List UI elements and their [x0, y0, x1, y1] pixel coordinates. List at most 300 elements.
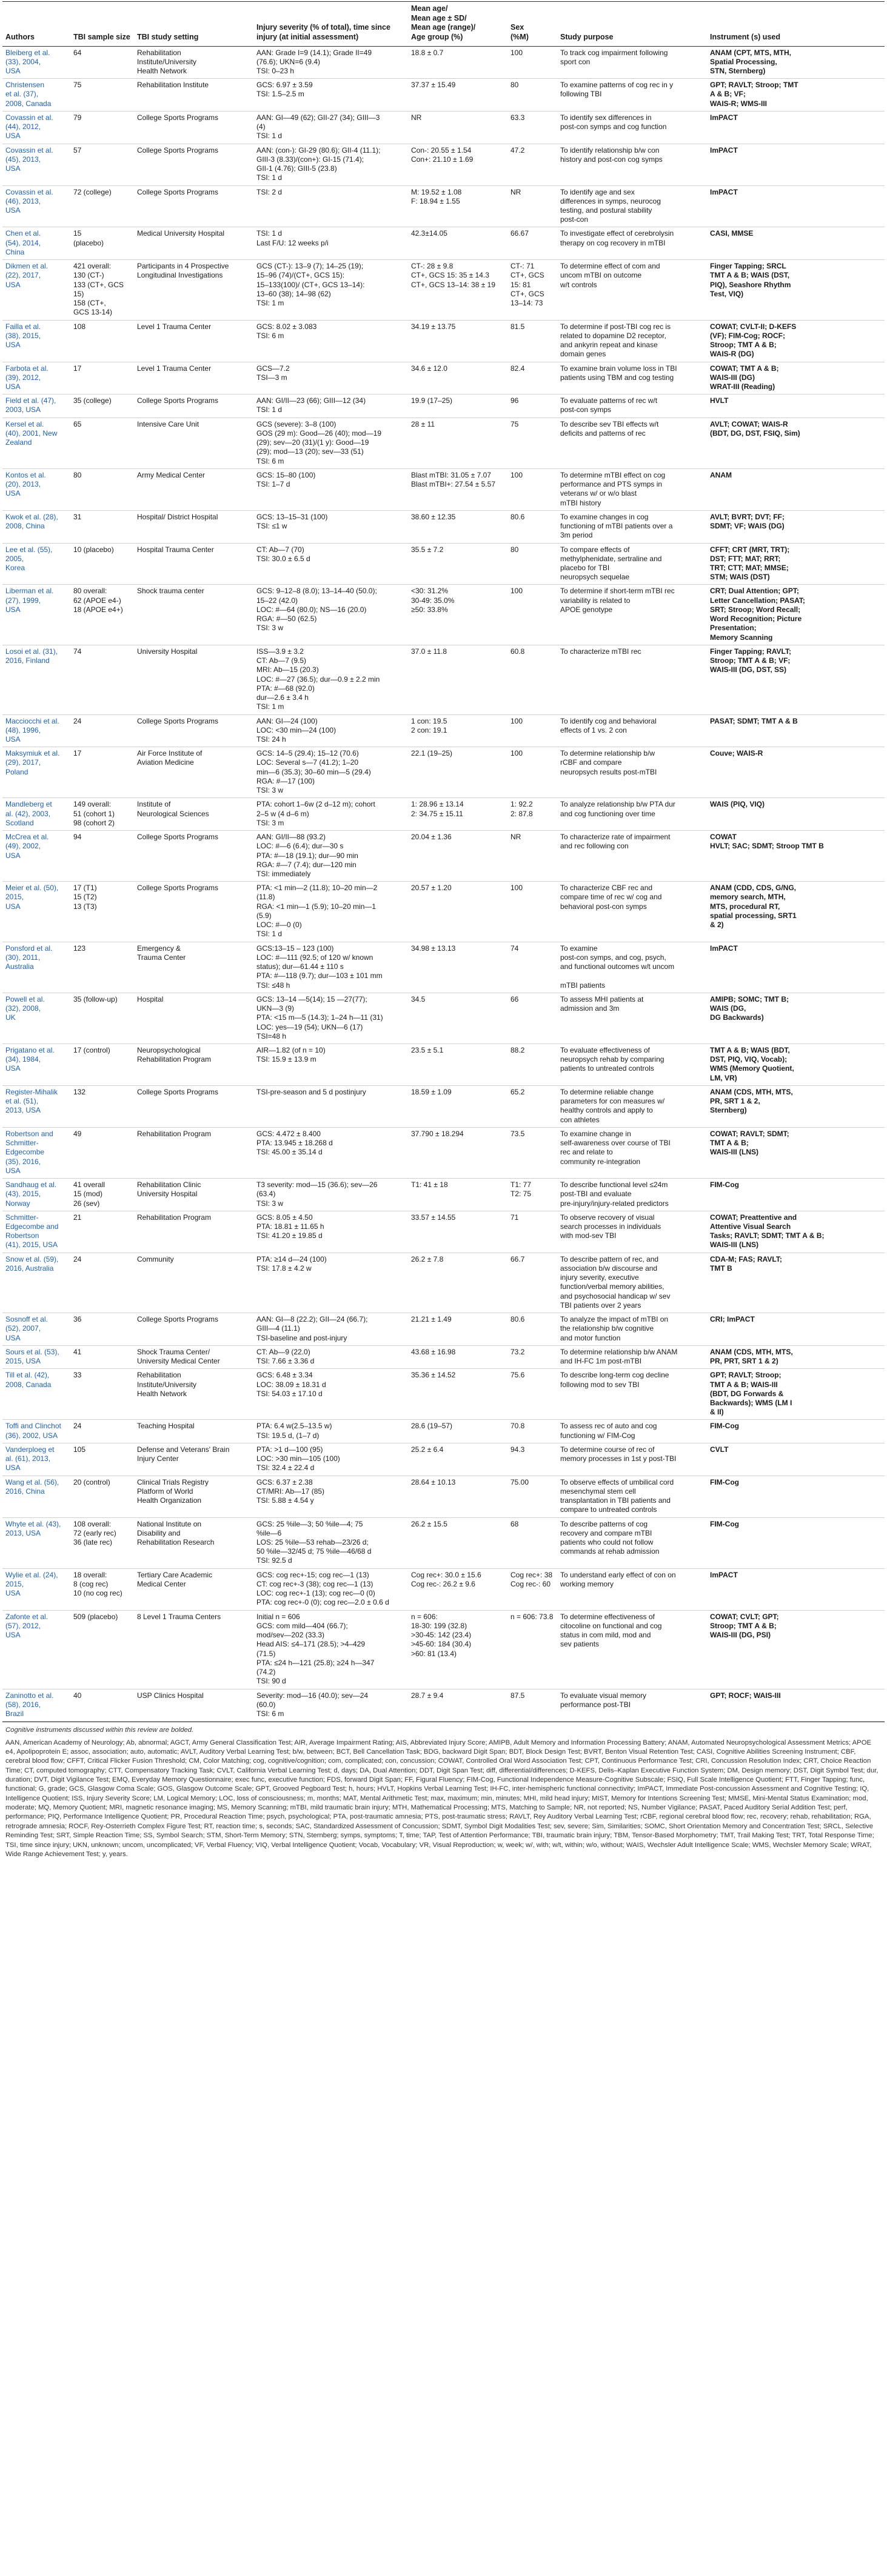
age-cell: 37.37 ± 15.49 [408, 79, 507, 111]
sex-cell: 81.5 [507, 320, 557, 362]
instruments-cell: ANAM (CPT, MTS, MTH, Spatial Processing, STN, Sternberg) [707, 46, 885, 79]
sample-size-cell: 24 [70, 714, 134, 747]
instruments-cell: ANAM (CDS, MTH, MTS, PR, SRT 1 & 2, Sternberg) [707, 1085, 885, 1127]
setting-cell: Army Medical Center [134, 468, 253, 510]
sample-size-cell: 20 (control) [70, 1476, 134, 1517]
sex-cell: 66.67 [507, 227, 557, 260]
author-cell: Dikmen et al. (22), 2017, USA [2, 260, 70, 320]
instruments-cell: COWAT; CVLT-II; D-KEFS (VF); FIM-Cog; ROCF; Stroop; TMT A & B; WAIS-R (DG) [707, 320, 885, 362]
table-row [2, 1689, 885, 1722]
setting-cell: College Sports Programs [134, 144, 253, 185]
sample-size-cell: 17 (T1) 15 (T2) 13 (T3) [70, 882, 134, 942]
instruments-cell: FIM-Cog [707, 1476, 885, 1517]
purpose-cell: To describe patterns of cog recovery and compare mTBI patients who could not follow commands at rehab admission [557, 1517, 707, 1568]
setting-cell: Air Force Institute of Aviation Medicine [134, 747, 253, 798]
sample-size-cell: 24 [70, 1420, 134, 1443]
instruments-cell: GPT; ROCF; WAIS-III [707, 1689, 885, 1722]
severity-cell: GCS (CT-): 13–9 (7); 14–25 (19); 15–96 (74)/(CT+, GCS 15): 15–133(100)/ (CT+, GCS 13–14): 13–60 (38); 14–98 (62) TSI: 1 m [253, 260, 408, 320]
sample-size-cell: 57 [70, 144, 134, 185]
table-row [2, 543, 885, 585]
purpose-cell: To assess MHI patients at admission and 3m [557, 993, 707, 1043]
sex-cell: 75.6 [507, 1369, 557, 1420]
sample-size-cell: 35 (college) [70, 394, 134, 418]
setting-cell: College Sports Programs [134, 714, 253, 747]
age-cell: 21.21 ± 1.49 [408, 1313, 507, 1346]
sex-cell: 100 [507, 468, 557, 510]
sex-cell: 80 [507, 543, 557, 585]
setting-cell: College Sports Programs [134, 394, 253, 418]
severity-cell: PTA: ≥14 d—24 (100) TSI: 17.8 ± 4.2 w [253, 1253, 408, 1313]
age-cell: 19.9 (17–25) [408, 394, 507, 418]
age-cell: Con-: 20.55 ± 1.54 Con+: 21.10 ± 1.69 [408, 144, 507, 185]
setting-cell: Shock Trauma Center/ University Medical Center [134, 1345, 253, 1368]
author-cell: Macciocchi et al. (48), 1996, USA [2, 714, 70, 747]
sample-size-cell: 24 [70, 1253, 134, 1313]
age-cell: 34.19 ± 13.75 [408, 320, 507, 362]
age-cell: T1: 41 ± 18 [408, 1179, 507, 1211]
severity-cell: AIR—1.82 (of n = 10) TSI: 15.9 ± 13.9 m [253, 1044, 408, 1086]
setting-cell: Medical University Hospital [134, 227, 253, 260]
age-cell: 35.36 ± 14.52 [408, 1369, 507, 1420]
setting-cell: Clinical Trials Registry Platform of World Health Organization [134, 1476, 253, 1517]
purpose-cell: To identify cog and behavioral effects of 1 vs. 2 con [557, 714, 707, 747]
age-cell: 20.04 ± 1.36 [408, 831, 507, 882]
purpose-cell: To describe long-term cog decline following mod to sev TBI [557, 1369, 707, 1420]
age-cell: 34.6 ± 12.0 [408, 362, 507, 394]
purpose-cell: To characterize mTBI rec [557, 645, 707, 714]
table-row [2, 1476, 885, 1517]
age-cell: 33.57 ± 14.55 [408, 1211, 507, 1253]
author-cell: Covassin et al. (44), 2012, USA [2, 111, 70, 144]
author-cell: Sandhaug et al. (43), 2015, Norway [2, 1179, 70, 1211]
author-cell: Zafonte et al. (57), 2012, USA [2, 1610, 70, 1689]
sample-size-cell: 15 (placebo) [70, 227, 134, 260]
sample-size-cell: 41 overall 15 (mod) 26 (sev) [70, 1179, 134, 1211]
purpose-cell: To determine if short-term mTBI rec variability is related to APOE genotype [557, 585, 707, 645]
instruments-cell: FIM-Cog [707, 1420, 885, 1443]
sex-cell: NR [507, 185, 557, 227]
sex-cell: 75 [507, 418, 557, 468]
setting-cell: Level 1 Trauma Center [134, 362, 253, 394]
severity-cell: CT: Ab—7 (70) TSI: 30.0 ± 6.5 d [253, 543, 408, 585]
instruments-cell: COWAT HVLT; SAC; SDMT; Stroop TMT B [707, 831, 885, 882]
sample-size-cell: 79 [70, 111, 134, 144]
age-cell: 1: 28.96 ± 13.14 2: 34.75 ± 15.11 [408, 798, 507, 831]
sample-size-cell: 35 (follow-up) [70, 993, 134, 1043]
purpose-cell: To determine course of rec of memory processes in 1st y post-TBI [557, 1443, 707, 1476]
setting-cell: College Sports Programs [134, 831, 253, 882]
sex-cell: CT-: 71 CT+, GCS 15: 81 CT+, GCS 13–14: 73 [507, 260, 557, 320]
author-cell: Ponsford et al. (30), 2011, Australia [2, 942, 70, 993]
setting-cell: Rehabilitation Program [134, 1127, 253, 1178]
footnote-bold-note: Cognitive instruments discussed within this review are bolded. [5, 1726, 194, 1734]
purpose-cell: To examine changes in cog functioning of mTBI patients over a 3m period [557, 510, 707, 543]
severity-cell: GCS: 6.37 ± 2.38 CT/MRI: Ab—17 (85) TSI: 5.88 ± 4.54 y [253, 1476, 408, 1517]
author-cell: Vanderploeg et al. (61), 2013, USA [2, 1443, 70, 1476]
age-cell: n = 606: 18-30: 199 (32.8) >30-45: 142 (23.4) >45-60: 184 (30.4) >60: 81 (13.4) [408, 1610, 507, 1689]
sample-size-cell: 33 [70, 1369, 134, 1420]
table-row [2, 1085, 885, 1127]
sample-size-cell: 17 [70, 747, 134, 798]
table-row [2, 1313, 885, 1346]
header-setting: TBI study setting [134, 2, 253, 47]
severity-cell: GCS: 4.472 ± 8.400 PTA: 13.945 ± 18.268 d TSI: 45.00 ± 35.14 d [253, 1127, 408, 1178]
severity-cell: GCS: 6.48 ± 3.34 LOC: 38.09 ± 18.31 d TSI: 54.03 ± 17.10 d [253, 1369, 408, 1420]
purpose-cell: To analyze the impact of mTBI on the relationship b/w cognitive and motor function [557, 1313, 707, 1346]
table-row [2, 510, 885, 543]
sample-size-cell: 65 [70, 418, 134, 468]
sex-cell: 100 [507, 882, 557, 942]
purpose-cell: To examine patterns of cog rec in y following TBI [557, 79, 707, 111]
severity-cell: AAN: Grade I=9 (14.1); Grade II=49 (76.6); UKN=6 (9.4) TSI: 0–23 h [253, 46, 408, 79]
author-cell: Lee et al. (55), 2005, Korea [2, 543, 70, 585]
sample-size-cell: 31 [70, 510, 134, 543]
severity-cell: Initial n = 606 GCS: com mild—404 (66.7); mod/sev—202 (33.3) Head AIS: ≤4–171 (28.5); >4–429 (71.5) PTA: ≤24 h—121 (25.8); ≥24 h—347 (74.2) TSI: 90 d [253, 1610, 408, 1689]
age-cell: 34.98 ± 13.13 [408, 942, 507, 993]
sex-cell: 75.00 [507, 1476, 557, 1517]
table-row [2, 882, 885, 942]
header-severity: Injury severity (% of total), time since injury (at initial assessment) [253, 2, 408, 47]
sample-size-cell: 105 [70, 1443, 134, 1476]
severity-cell: TSI-pre-season and 5 d postinjury [253, 1085, 408, 1127]
purpose-cell: To describe sev TBI effects w/t deficits and patterns of rec [557, 418, 707, 468]
setting-cell: Teaching Hospital [134, 1420, 253, 1443]
author-cell: Snow et al. (59), 2016, Australia [2, 1253, 70, 1313]
severity-cell: GCS: 6.97 ± 3.59 TSI: 1.5–2.5 m [253, 79, 408, 111]
table-row [2, 1610, 885, 1689]
setting-cell: Rehabilitation Program [134, 1211, 253, 1253]
sex-cell: 80.6 [507, 1313, 557, 1346]
instruments-cell: COWAT; Preattentive and Attentive Visual Search Tasks; RAVLT; SDMT; TMT A & B; WAIS-III (LNS) [707, 1211, 885, 1253]
table-row [2, 227, 885, 260]
instruments-cell: ImPACT [707, 111, 885, 144]
purpose-cell: To determine relationship b/w rCBF and compare neuropsych results post-mTBI [557, 747, 707, 798]
sample-size-cell: 75 [70, 79, 134, 111]
instruments-cell: Couve; WAIS-R [707, 747, 885, 798]
author-cell: Toffi and Clinchot (36), 2002, USA [2, 1420, 70, 1443]
instruments-cell: ANAM (CDS, MTH, MTS, PR, PRT, SRT 1 & 2) [707, 1345, 885, 1368]
severity-cell: GCS: 14–5 (29.4); 15–12 (70.6) LOC: Several s—7 (41.2); 1–20 min—6 (35.3); 30–60 min—5 (29.4) RGA: #—17 (100) TSI: 3 w [253, 747, 408, 798]
purpose-cell: To determine relationship b/w ANAM and IH-FC 1m post-mTBI [557, 1345, 707, 1368]
severity-cell: GCS:13–15 – 123 (100) LOC: #—111 (92.5; of 120 w/ known status); dur—61.44 ± 110 s PTA: #—118 (9.7); dur—103 ± 101 mm TSI: ≤48 h [253, 942, 408, 993]
sample-size-cell: 132 [70, 1085, 134, 1127]
author-cell: Covassin et al. (45), 2013, USA [2, 144, 70, 185]
purpose-cell: To describe pattern of rec, and association b/w discourse and injury severity, executive function/verbal memory abilities, and psychosocial handicap w/ sev TBI patients over 2 years [557, 1253, 707, 1313]
sex-cell: 100 [507, 46, 557, 79]
age-cell: 18.8 ± 0.7 [408, 46, 507, 79]
severity-cell: AAN: GI—49 (62); GII-27 (34); GIII—3 (4) TSI: 1 d [253, 111, 408, 144]
header-instruments: Instrument (s) used [707, 2, 885, 47]
age-cell: CT-: 28 ± 9.8 CT+, GCS 15: 35 ± 14.3 CT+, GCS 13–14: 38 ± 19 [408, 260, 507, 320]
author-cell: Wylie et al. (24), 2015, USA [2, 1568, 70, 1610]
age-cell: 42.3±14.05 [408, 227, 507, 260]
author-cell: Bleiberg et al. (33), 2004, USA [2, 46, 70, 79]
table-body [2, 46, 885, 1722]
author-cell: Prigatano et al. (34), 1984, USA [2, 1044, 70, 1086]
author-cell: Kwok et al. (28), 2008, China [2, 510, 70, 543]
setting-cell: College Sports Programs [134, 185, 253, 227]
sex-cell: 60.8 [507, 645, 557, 714]
setting-cell: Shock trauma center [134, 585, 253, 645]
author-cell: Register-Mihalik et al. (51), 2013, USA [2, 1085, 70, 1127]
author-cell: Christensen et al. (37), 2008, Canada [2, 79, 70, 111]
setting-cell: Hospital [134, 993, 253, 1043]
instruments-cell: PASAT; SDMT; TMT A & B [707, 714, 885, 747]
author-cell: Failla et al. (38), 2015, USA [2, 320, 70, 362]
age-cell: 38.60 ± 12.35 [408, 510, 507, 543]
instruments-cell: FIM-Cog [707, 1517, 885, 1568]
author-cell: McCrea et al. (49), 2002, USA [2, 831, 70, 882]
sample-size-cell: 108 [70, 320, 134, 362]
purpose-cell: To observe effects of umbilical cord mesenchymal stem cell transplantation in TBI patients and compare to untreated controls [557, 1476, 707, 1517]
severity-cell: GCS: 25 %ile—3; 50 %ile—4; 75 %ile—6 LOS: 25 %ile—53 rehab—23/26 d; 50 %ile—32/45 d; 75 %ile—46/68 d TSI: 92.5 d [253, 1517, 408, 1568]
sample-size-cell: 149 overall: 51 (cohort 1) 98 (cohort 2) [70, 798, 134, 831]
table-row [2, 468, 885, 510]
studies-table [2, 1, 885, 1722]
age-cell: 25.2 ± 6.4 [408, 1443, 507, 1476]
sex-cell: 100 [507, 714, 557, 747]
severity-cell: AAN: (con-): GI-29 (80.6); GII-4 (11.1); GIII-3 (8.33)/(con+): GI-15 (71.4); GII-1 (4.76); GIII-5 (23.8) TSI: 1 d [253, 144, 408, 185]
instruments-cell: HVLT [707, 394, 885, 418]
instruments-cell: ANAM [707, 468, 885, 510]
sex-cell: 1: 92.2 2: 87.8 [507, 798, 557, 831]
purpose-cell: To identify relationship b/w con history and post-con cog symps [557, 144, 707, 185]
setting-cell: Rehabilitation Institute/University Health Network [134, 1369, 253, 1420]
instruments-cell: FIM-Cog [707, 1179, 885, 1211]
severity-cell: PTA: 6.4 w(2.5–13.5 w) TSI: 19.5 d, (1–7 d) [253, 1420, 408, 1443]
purpose-cell: To understand early effect of con on working memory [557, 1568, 707, 1610]
table-row [2, 362, 885, 394]
instruments-cell: CDA-M; FAS; RAVLT; TMT B [707, 1253, 885, 1313]
sample-size-cell: 80 [70, 468, 134, 510]
age-cell: 1 con: 19.5 2 con: 19.1 [408, 714, 507, 747]
setting-cell: Hospital Trauma Center [134, 543, 253, 585]
severity-cell: T3 severity: mod—15 (36.6); sev—26 (63.4) TSI: 3 w [253, 1179, 408, 1211]
severity-cell: PTA: cohort 1–6w (2 d–12 m); cohort 2–5 w (4 d–6 m) TSI: 3 m [253, 798, 408, 831]
sample-size-cell: 72 (college) [70, 185, 134, 227]
instruments-cell: ImPACT [707, 185, 885, 227]
sex-cell: Cog rec+: 38 Cog rec-: 60 [507, 1568, 557, 1610]
author-cell: Sours et al. (53), 2015, USA [2, 1345, 70, 1368]
purpose-cell: To characterize rate of impairment and rec following con [557, 831, 707, 882]
severity-cell: AAN: GI/II—88 (93.2) LOC: #—6 (6.4); dur—30 s PTA: #—18 (19.1); dur—90 min RGA: #—7 (7.4); dur—120 min TSI: immediately [253, 831, 408, 882]
author-cell: Covassin et al. (46), 2013, USA [2, 185, 70, 227]
setting-cell: Rehabilitation Institute/University Health Network [134, 46, 253, 79]
sample-size-cell: 41 [70, 1345, 134, 1368]
author-cell: Liberman et al. (27), 1999, USA [2, 585, 70, 645]
table-row [2, 394, 885, 418]
sample-size-cell: 108 overall: 72 (early rec) 36 (late rec) [70, 1517, 134, 1568]
instruments-cell: WAIS (PIQ, VIQ) [707, 798, 885, 831]
age-cell: 43.68 ± 16.98 [408, 1345, 507, 1368]
age-cell: 28.7 ± 9.4 [408, 1689, 507, 1722]
sex-cell: 65.2 [507, 1085, 557, 1127]
purpose-cell: To examine change in self-awareness over course of TBI rec and relate to community re-integration [557, 1127, 707, 1178]
sex-cell: NR [507, 831, 557, 882]
sample-size-cell: 10 (placebo) [70, 543, 134, 585]
setting-cell: Hospital/ District Hospital [134, 510, 253, 543]
sample-size-cell: 21 [70, 1211, 134, 1253]
sample-size-cell: 40 [70, 1689, 134, 1722]
sample-size-cell: 36 [70, 1313, 134, 1346]
author-cell: Zaninotto et al. (58), 2016, Brazil [2, 1689, 70, 1722]
sample-size-cell: 17 (control) [70, 1044, 134, 1086]
sample-size-cell: 64 [70, 46, 134, 79]
sex-cell: 80.6 [507, 510, 557, 543]
setting-cell: Institute of Neurological Sciences [134, 798, 253, 831]
purpose-cell: To determine if post-TBI cog rec is related to dopamine D2 receptor, and ankyrin repeat and kinase domain genes [557, 320, 707, 362]
sex-cell: 94.3 [507, 1443, 557, 1476]
setting-cell: Defense and Veterans' Brain Injury Center [134, 1443, 253, 1476]
sample-size-cell: 80 overall: 62 (APOE e4-) 18 (APOE e4+) [70, 585, 134, 645]
purpose-cell: To investigate effect of cerebrolysin therapy on cog recovery in mTBI [557, 227, 707, 260]
purpose-cell: To determine reliable change parameters for con measures w/ healthy controls and apply to con athletes [557, 1085, 707, 1127]
author-cell: Sosnoff et al. (52), 2007, USA [2, 1313, 70, 1346]
severity-cell: GCS: 15–80 (100) TSI: 1–7 d [253, 468, 408, 510]
author-cell: Kersel et al. (40), 2001, New Zealand [2, 418, 70, 468]
instruments-cell: AVLT; BVRT; DVT; FF; SDMT; VF; WAIS (DG) [707, 510, 885, 543]
instruments-cell: COWAT; TMT A & B; WAIS-III (DG) WRAT-III (Reading) [707, 362, 885, 394]
age-cell: 28.6 (19–57) [408, 1420, 507, 1443]
severity-cell: TSI: 2 d [253, 185, 408, 227]
instruments-cell: CVLT [707, 1443, 885, 1476]
table-row [2, 645, 885, 714]
purpose-cell: To determine effect of com and uncom mTBI on outcome w/t controls [557, 260, 707, 320]
sample-size-cell: 421 overall: 130 (CT-) 133 (CT+, GCS 15) 158 (CT+, GCS 13-14) [70, 260, 134, 320]
instruments-cell: TMT A & B; WAIS (BDT, DST, PIQ, VIQ, Vocab); WMS (Memory Quotient, LM, VR) [707, 1044, 885, 1086]
age-cell: NR [408, 111, 507, 144]
age-cell: M: 19.52 ± 1.08 F: 18.94 ± 1.55 [408, 185, 507, 227]
sex-cell: 63.3 [507, 111, 557, 144]
instruments-cell: CFFT; CRT (MRT, TRT); DST; FTT; MAT; RRT; TRT; CTT; MAT; MMSE; STM; WAIS (DST) [707, 543, 885, 585]
purpose-cell: To evaluate effectiveness of neuropsych rehab by comparing patients to untreated controls [557, 1044, 707, 1086]
sex-cell: 80 [507, 79, 557, 111]
table-row [2, 1253, 885, 1313]
severity-cell: AAN: GI/II—23 (66); GIII—12 (34) TSI: 1 d [253, 394, 408, 418]
age-cell: 28 ± 11 [408, 418, 507, 468]
sample-size-cell: 18 overall: 8 (cog rec) 10 (no cog rec) [70, 1568, 134, 1610]
age-cell: 22.1 (19–25) [408, 747, 507, 798]
table-row [2, 993, 885, 1043]
sex-cell: 73.2 [507, 1345, 557, 1368]
instruments-cell: CASI, MMSE [707, 227, 885, 260]
table-row [2, 942, 885, 993]
setting-cell: University Hospital [134, 645, 253, 714]
purpose-cell: To examine post-con symps, and cog, psych, and functional outcomes w/t uncom mTBI patients [557, 942, 707, 993]
age-cell: <30: 31.2% 30-49: 35.0% ≥50: 33.8% [408, 585, 507, 645]
author-cell: Field et al. (47), 2003, USA [2, 394, 70, 418]
setting-cell: Rehabilitation Clinic University Hospital [134, 1179, 253, 1211]
purpose-cell: To examine brain volume loss in TBI patients using TBM and cog testing [557, 362, 707, 394]
sample-size-cell: 49 [70, 1127, 134, 1178]
sex-cell: 74 [507, 942, 557, 993]
sex-cell: 100 [507, 747, 557, 798]
purpose-cell: To identify sex differences in post-con symps and cog function [557, 111, 707, 144]
age-cell: 37.790 ± 18.294 [408, 1127, 507, 1178]
purpose-cell: To evaluate visual memory performance post-TBI [557, 1689, 707, 1722]
sex-cell: 96 [507, 394, 557, 418]
purpose-cell: To assess rec of auto and cog functioning w/ FIM-Cog [557, 1420, 707, 1443]
purpose-cell: To compare effects of methylphenidate, sertraline and placebo for TBI neuropsych sequelae [557, 543, 707, 585]
table-row [2, 1443, 885, 1476]
purpose-cell: To determine effectiveness of citocoline on functional and cog status in com mild, mod and sev patients [557, 1610, 707, 1689]
age-cell: 20.57 ± 1.20 [408, 882, 507, 942]
sample-size-cell: 509 (placebo) [70, 1610, 134, 1689]
sex-cell: n = 606: 73.8 [507, 1610, 557, 1689]
table-row [2, 320, 885, 362]
severity-cell: PTA: <1 min—2 (11.8); 10–20 min—2 (11.8) RGA: <1 min—1 (5.9); 10–20 min—1 (5.9) LOC: #—0 (0) TSI: 1 d [253, 882, 408, 942]
instruments-cell: ImPACT [707, 1568, 885, 1610]
header-age: Mean age/ Mean age ± SD/ Mean age (range)/ Age group (%) [408, 2, 507, 47]
setting-cell: Participants in 4 Prospective Longitudinal Investigations [134, 260, 253, 320]
setting-cell: National Institute on Disability and Rehabilitation Research [134, 1517, 253, 1568]
table-header-row [2, 2, 885, 47]
age-cell: 26.2 ± 7.8 [408, 1253, 507, 1313]
purpose-cell: To evaluate patterns of rec w/t post-con symps [557, 394, 707, 418]
author-cell: Mandleberg et al. (42), 2003, Scotland [2, 798, 70, 831]
severity-cell: Severity: mod—16 (40.0); sev—24 (60.0) TSI: 6 m [253, 1689, 408, 1722]
purpose-cell: To determine mTBI effect on cog performance and PTS symps in veterans w/ or w/o blast mTBI history [557, 468, 707, 510]
setting-cell: Emergency & Trauma Center [134, 942, 253, 993]
instruments-cell: CRI; ImPACT [707, 1313, 885, 1346]
setting-cell: USP Clinics Hospital [134, 1689, 253, 1722]
author-cell: Powell et al. (32), 2008, UK [2, 993, 70, 1043]
sample-size-cell: 74 [70, 645, 134, 714]
table-row [2, 585, 885, 645]
table-footnotes [2, 1722, 885, 1859]
purpose-cell: To observe recovery of visual search processes in individuals with mod-sev TBI [557, 1211, 707, 1253]
setting-cell: Tertiary Care Academic Medical Center [134, 1568, 253, 1610]
instruments-cell: CRT; Dual Attention; GPT; Letter Cancellation; PASAT; SRT; Stroop; Word Recall; Word Recognition; Picture Presentation; Memory Scanning [707, 585, 885, 645]
table-row [2, 1211, 885, 1253]
setting-cell: Level 1 Trauma Center [134, 320, 253, 362]
author-cell: Till et al. (42), 2008, Canada [2, 1369, 70, 1420]
severity-cell: AAN: GI—8 (22.2); GII—24 (66.7); GIII—4 (11.1) TSI-baseline and post-injury [253, 1313, 408, 1346]
table-row [2, 1127, 885, 1178]
instruments-cell: Finger Tapping; RAVLT; Stroop; TMT A & B; VF; WAIS-III (DG, DST, SS) [707, 645, 885, 714]
sex-cell: 71 [507, 1211, 557, 1253]
footnote-abbreviations: AAN, American Academy of Neurology; Ab, abnormal; AGCT, Army General Classification Test; AIR, Average Impairment Rating; AIS, Abbreviated Injury Score; AMIPB, Adult Memory and Information Processing Battery; ANAM, Automated Neuropsychological Assessment Metrics; APOE e4, Apolipoprotein E; assoc, association; auto, automatic; AVLT, Auditory Verbal Learning Test; b/w, between; BCT, Bell Cancellation Task; BDG, backward Digit Span; BDT, Block Design Test; BVRT, Benton Visual Retention Test; CASI, Cognitive Abilities Screening Instrument; CBF, cerebral blood flow; CFFT, Critical Flicker Fusion Threshold; CM, Color Matching; cog, cognitive/cognition; com, complicated; con, concussion; COWAT, Controlled Oral Word Association Test; CPT, Continuous Performance Test; CRI, Concussion Resolution Index; CRT, Choice Reaction Time; CT, computed tomography; CTT, Compensatory Tracking Task; CVLT, California Verbal Learning Test; d, days; DA, Dual Attention; DDT, Digit Span Test; diff, differential/differences; D-KEFS, Delis–Kaplan Executive Function System; DM, Design memory; DST, Digit Symbol Test; dur, duration; DVT, Digit Vigilance Test; EMQ, Everyday Memory Questionnaire; exec func, executive function; FDS, forward Digit Span; FF, Figural Fluency; FIM-Cog, Functional Independence Measure-Cognitive Subscale; FSIQ, Full Scale Intelligence Quotient; FTT, Finger Tapping; func, functional; G, grade; GCS, Glasgow Coma Scale; GOS, Glasgow Outcome Scale; GPT, Grooved Pegboard Test; h, hours; HVLT, Hopkins Verbal Learning Test; IH-FC, inter-hemispheric functional connectivity; ImPACT, Immediate Post-concussion Assessment and Cognitive Testing; IQ, Intelligence Quotient; ISS, Injury Severity Score; LM, Logical Memory; LOC, loss of consciousness; m, months; MAT, Mental Arithmetic Test; max, maximum; min, minutes; MHI, mild head injury; MIST, Memory for Intentions Screening Test; MMSE, Mini-Mental Status Examination; mod, moderate; MQ, Memory Quotient; MRI, magnetic resonance imaging; MS, Memory Scanning; mTBI, mild traumatic brain injury; MTH, Mathematical Processing; MTS, Matching to Sample; NR, not reported; NS, Number Vigilance; PASAT, Paced Auditory Serial Addition Test; perf, performance; PIQ, Performance Intelligence Quotient; PR, Procedural Reaction Time; psych, psychological; PTA, post-traumatic amnesia; PTS, post-traumatic stress; RAVLT, Rey Auditory Verbal Learning Test; rCBF, regional cerebral blood flow; rec, recovery; rehab, rehabilitation; RGA, retrograde amnesia; ROCF, Rey-Osterrieth Complex Figure Test; RT, reaction time; s, seconds; SAC, Standardized Assessment of Concussion; SDMT, Symbol Digit Modalities Test; sev, severe; Sim, Similarities; SOMC, Short Orientation Memory and Concentration Test; SRCL, Selective Reminding Test; SRT, Simple Reaction Time; SS, Symbol Search; STM, Short-Term Memory; STN, Sternberg; symps, symptoms; T, time; TAP, Test of Attention Performance; TBI, traumatic brain injury; TBM, Tensor-Based Morphometry; TMT, Trail Making Test; TRT, Total Response Time; TSI, time since injury; UKN, unknown; uncom, uncomplicated; VF, Verbal Fluency; VIQ, Verbal Intelligence Quotient; Vocab, Vocabulary; VR, Visual Reproduction; w, week; w/, with; w/t, within; w/o, without; WAIS, Wechsler Adult Intelligence Scale; WMS, Wechsler Memory Scale; WRAT, Wide Range Achievement Test; y, years. [5, 1739, 879, 1858]
instruments-cell: ImPACT [707, 144, 885, 185]
sex-cell: 47.2 [507, 144, 557, 185]
age-cell: 23.5 ± 5.1 [408, 1044, 507, 1086]
purpose-cell: To describe functional level ≤24m post-TBI and evaluate pre-injury/injury-related predictors [557, 1179, 707, 1211]
severity-cell: GCS: 8.05 ± 4.50 PTA: 18.81 ± 11.65 h TSI: 41.20 ± 19.85 d [253, 1211, 408, 1253]
instruments-cell: AMIPB; SOMC; TMT B; WAIS (DG, DG Backwards) [707, 993, 885, 1043]
age-cell: 26.2 ± 15.5 [408, 1517, 507, 1568]
setting-cell: College Sports Programs [134, 882, 253, 942]
instruments-cell: COWAT; CVLT; GPT; Stroop; TMT A & B; WAIS-III (DG, PSI) [707, 1610, 885, 1689]
table-row [2, 144, 885, 185]
age-cell: 28.64 ± 10.13 [408, 1476, 507, 1517]
table-row [2, 1568, 885, 1610]
author-cell: Maksymiuk et al. (29), 2017, Poland [2, 747, 70, 798]
setting-cell: College Sports Programs [134, 111, 253, 144]
author-cell: Farbota et al. (39), 2012, USA [2, 362, 70, 394]
author-cell: Losoi et al. (31), 2016, Finland [2, 645, 70, 714]
table-row [2, 46, 885, 79]
instruments-cell: ANAM (CDD, CDS, G/NG, memory search, MTH, MTS, procedural RT, spatial processing, SRT1 & 2) [707, 882, 885, 942]
sex-cell: 66 [507, 993, 557, 1043]
table-row [2, 1044, 885, 1086]
severity-cell: GCS—7.2 TSI—3 m [253, 362, 408, 394]
author-cell: Robertson and Schmitter- Edgecombe (35), 2016, USA [2, 1127, 70, 1178]
table-row [2, 798, 885, 831]
author-cell: Whyte et al. (43), 2013, USA [2, 1517, 70, 1568]
instruments-cell: ImPACT [707, 942, 885, 993]
age-cell: 18.59 ± 1.09 [408, 1085, 507, 1127]
table-row [2, 111, 885, 144]
